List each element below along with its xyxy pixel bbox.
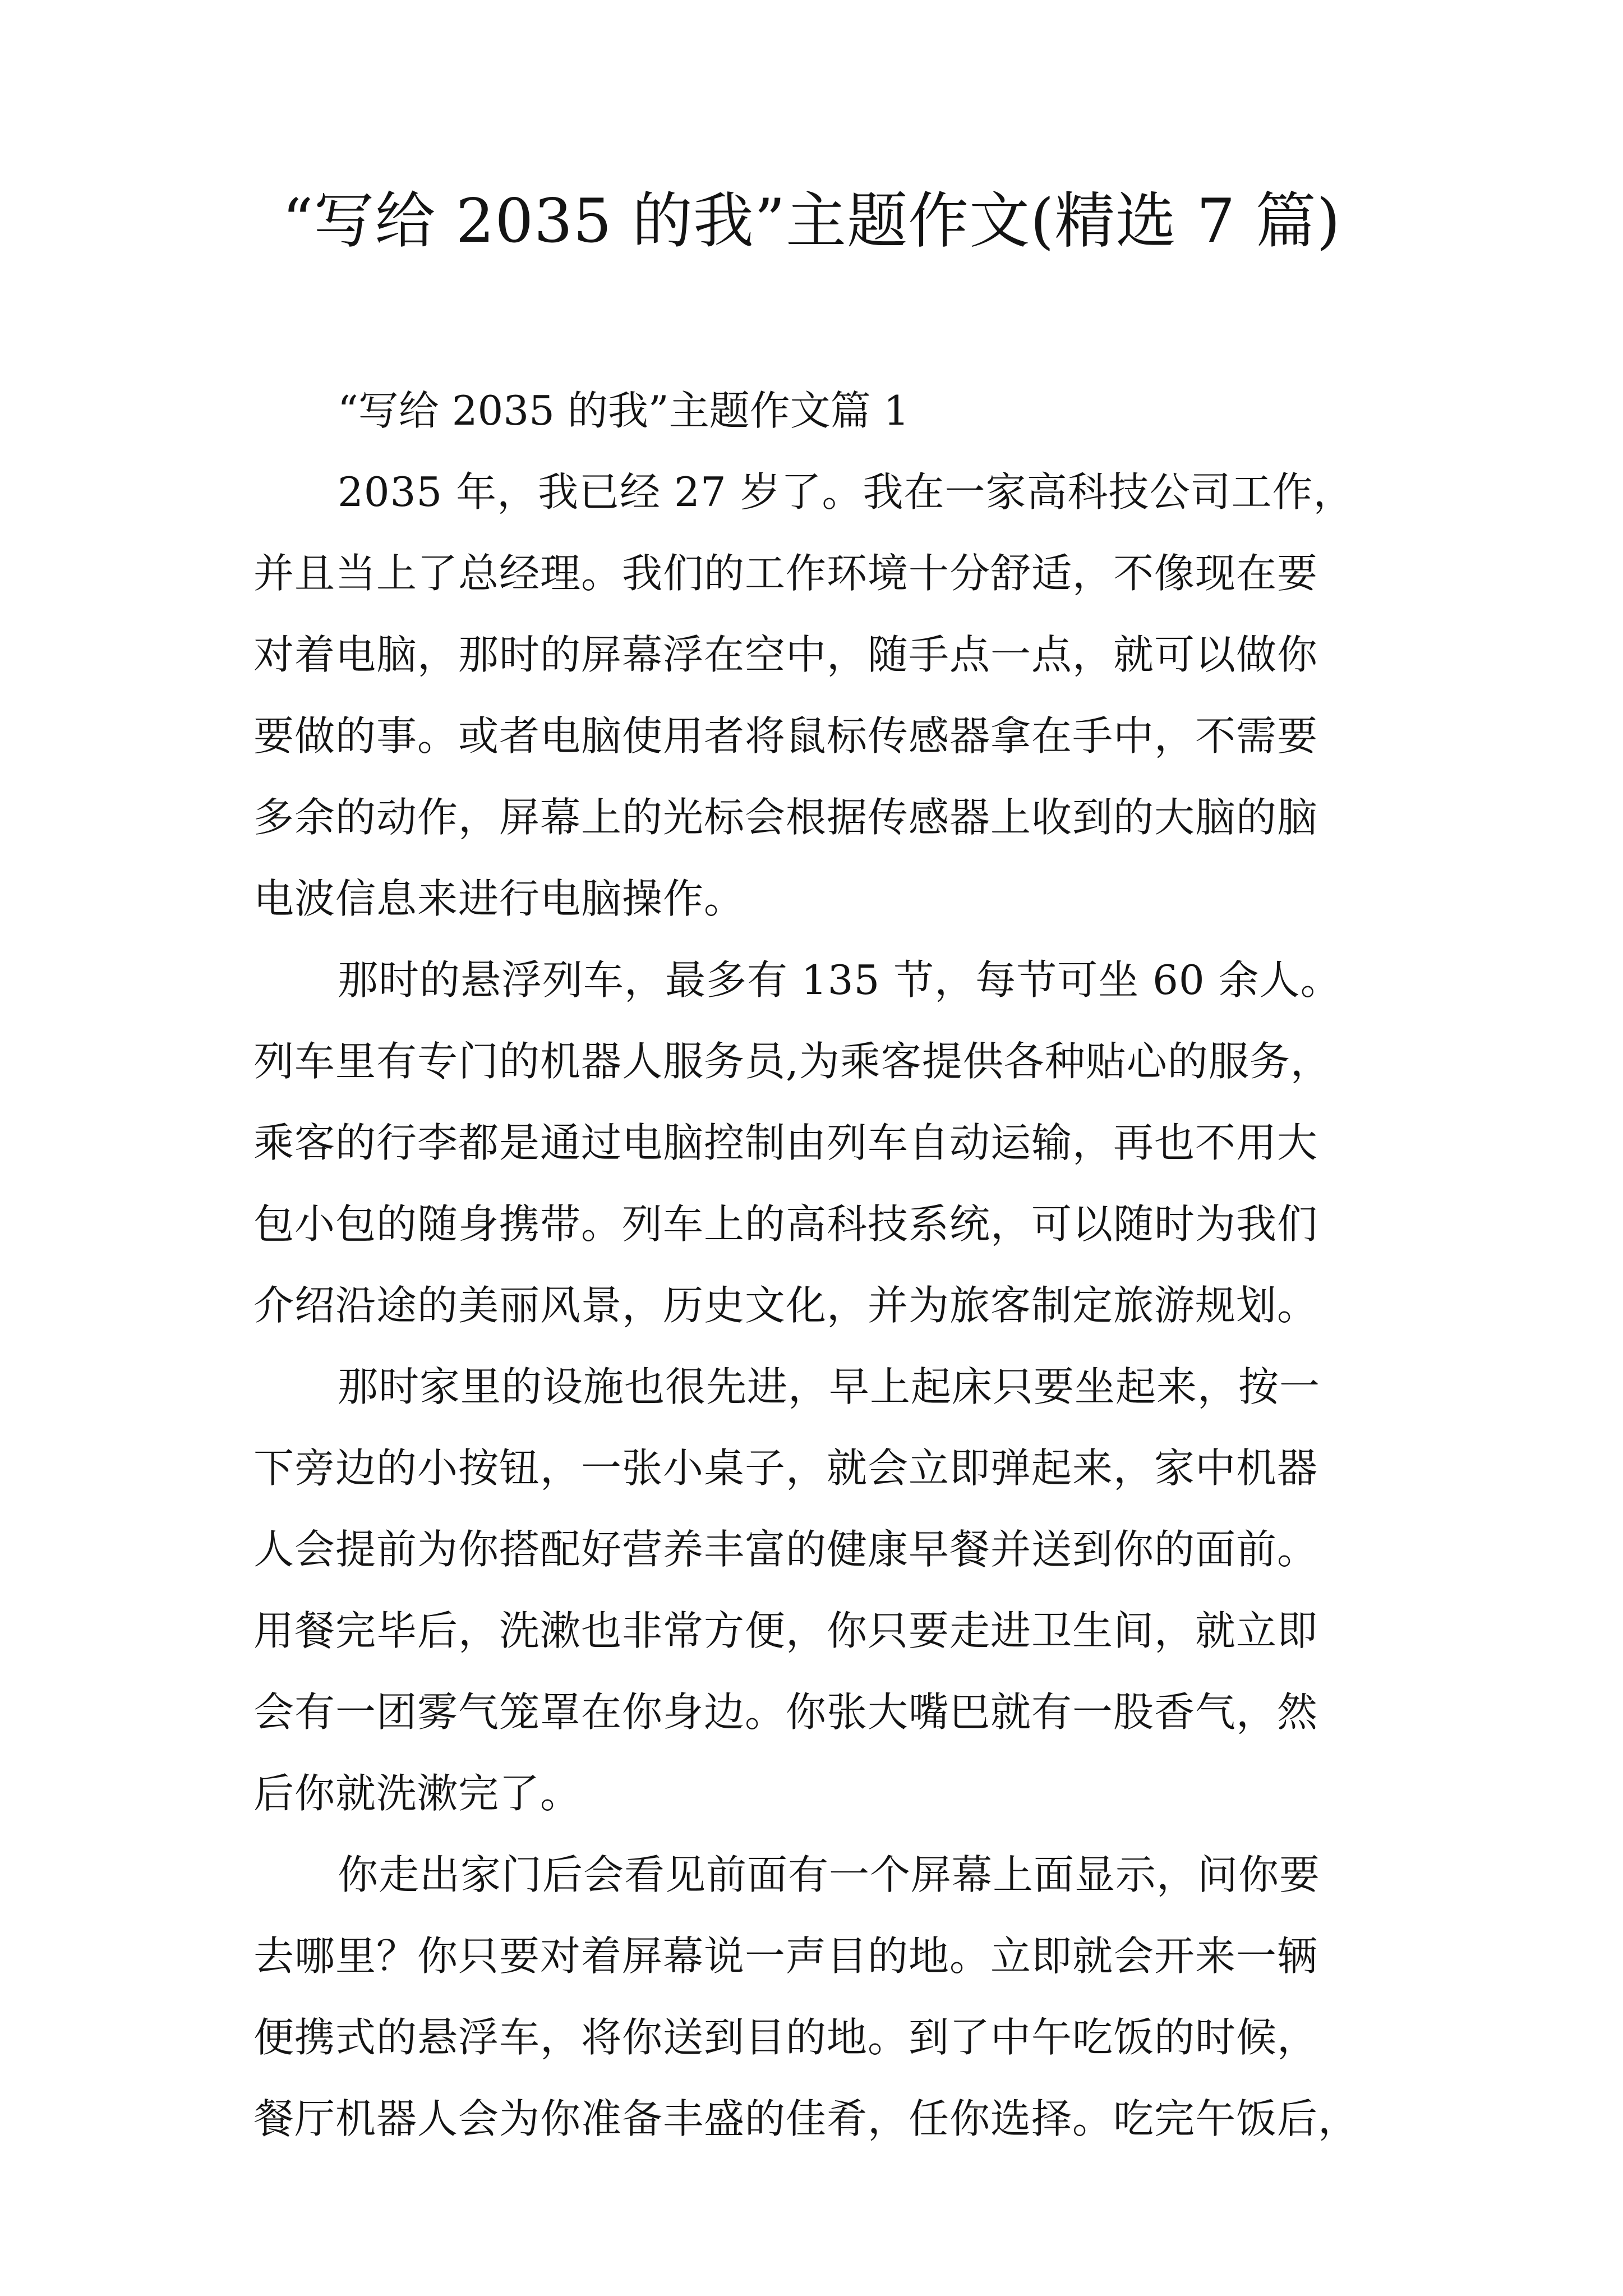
paragraph-line: 用餐完毕后，洗漱也非常方便，你只要走进卫生间，就立即 xyxy=(253,1607,1318,1654)
document-title: “写给 2035 的我”主题作文(精选 7 篇) xyxy=(282,186,1341,256)
paragraph-line: 后你就洗漱完了。 xyxy=(253,1770,582,1817)
document-body xyxy=(253,370,1403,2160)
paragraph-4 xyxy=(253,1834,1403,2160)
paragraph-line: 要做的事。或者电脑使用者将鼠标传感器拿在手中，不需要 xyxy=(253,712,1318,760)
paragraph-line: 下旁边的小按钮，一张小桌子，就会立即弹起来，家中机器 xyxy=(253,1444,1318,1492)
paragraph-line: 那时家里的设施也很先进，早上起床只要坐起来，按一 xyxy=(338,1363,1321,1410)
paragraph-line: 电波信息来进行电脑操作。 xyxy=(253,875,745,922)
paragraph-line: 多余的动作，屏幕上的光标会根据传感器上收到的大脑的脑 xyxy=(253,794,1318,841)
paragraph-1 xyxy=(253,452,1403,940)
paragraph-3 xyxy=(253,1346,1403,1834)
paragraph-line: 那时的悬浮列车，最多有 135 节，每节可坐 60 余人。 xyxy=(338,956,1341,1004)
paragraph-line: 并且当上了总经理。我们的工作环境十分舒适，不像现在要 xyxy=(253,550,1318,597)
paragraph-line: 会有一团雾气笼罩在你身边。你张大嘴巴就有一股香气，然 xyxy=(253,1688,1318,1736)
paragraph-line: 餐厅机器人会为你准备丰盛的佳肴，任你选择。吃完午饭后， xyxy=(253,2095,1359,2142)
paragraph-line: 你走出家门后会看见前面有一个屏幕上面显示，问你要 xyxy=(338,1851,1321,1898)
paragraph-line: 介绍沿途的美丽风景，历史文化，并为旅客制定旅游规划。 xyxy=(253,1282,1318,1329)
paragraph-line: 对着电脑，那时的屏幕浮在空中，随手点一点，就可以做你 xyxy=(253,631,1318,678)
paragraph-line: 人会提前为你搭配好营养丰富的健康早餐并送到你的面前。 xyxy=(253,1526,1318,1573)
paragraph-line: 包小包的随身携带。列车上的高科技系统，可以随时为我们 xyxy=(253,1200,1318,1248)
paragraph-line: 列车里有专门的机器人服务员,为乘客提供各种贴心的服务， xyxy=(253,1038,1331,1085)
paragraph-line: 2035 年，我已经 27 岁了。我在一家高科技公司工作， xyxy=(338,468,1354,516)
section-heading: “写给 2035 的我”主题作文篇 1 xyxy=(338,387,910,434)
paragraph-line: 乘客的行李都是通过电脑控制由列车自动运输，再也不用大 xyxy=(253,1119,1318,1166)
paragraph-line: 便携式的悬浮车，将你送到目的地。到了中午吃饭的时候， xyxy=(253,2014,1318,2061)
paragraph-2 xyxy=(253,940,1403,1346)
paragraph-line: 去哪里？你只要对着屏幕说一声目的地。立即就会开来一辆 xyxy=(253,1932,1318,1980)
